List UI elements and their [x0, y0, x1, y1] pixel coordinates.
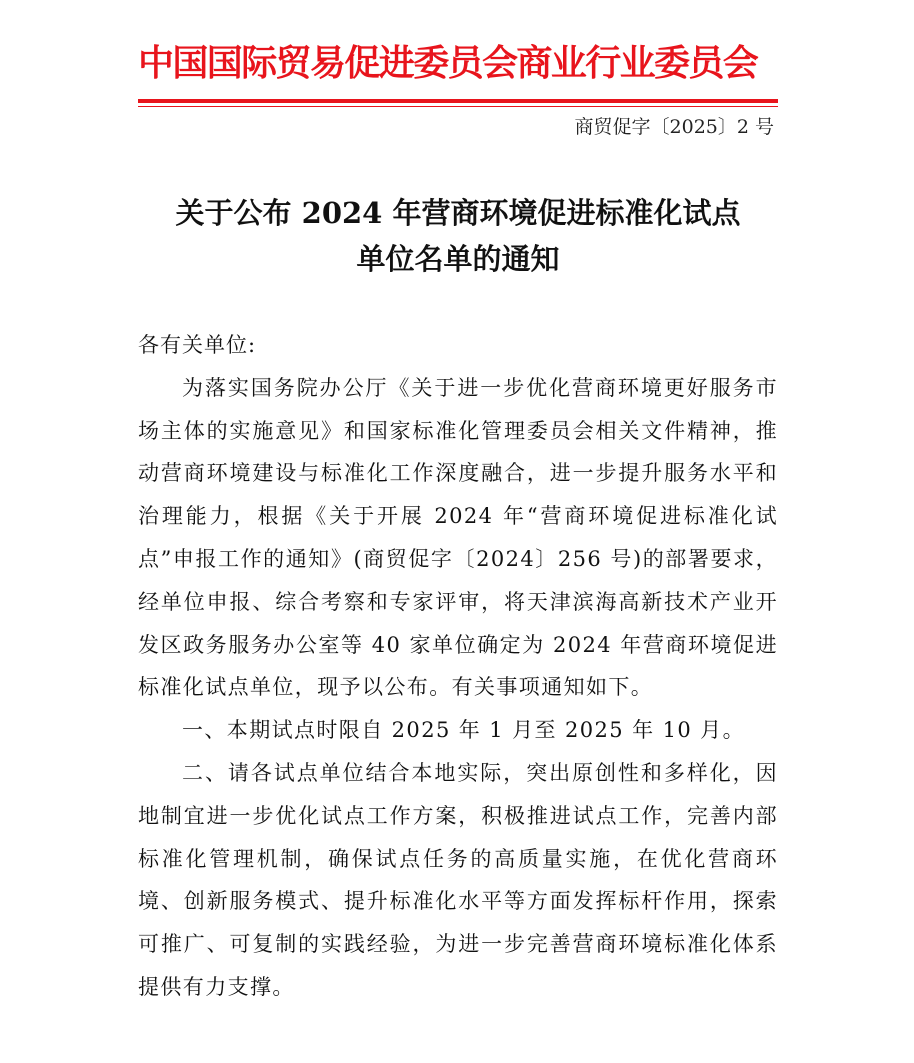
letterhead-organization: 中国国际贸易促进委员会商业行业委员会: [138, 43, 758, 84]
body-paragraph-intro: 为落实国务院办公厅《关于进一步优化营商环境更好服务市场主体的实施意见》和国家标准化管理委员会相关文件精神，推动营商环境建设与标准化工作深度融合，进一步提升服务水平和治理能力，根据《关于开展 2024 年“营商环境促进标准化试点”申报工作的通知》(商贸促字〔2024〕256 号)的部署要求，经单位申报、综合考察和专家评审，将天津滨海高新技术产业开发区政务服务办公室等 40 家单位确定为 2024 年营商环境促进标准化试点单位，现予以公布。有关事项通知如下。: [138, 375, 778, 700]
document-body: [138, 324, 778, 1009]
body-paragraph-item-2: 二、请各试点单位结合本地实际，突出原创性和多样化，因地制宜进一步优化试点工作方案，积极推进试点工作，完善内部标准化管理机制，确保试点任务的高质量实施，在优化营商环境、创新服务模式、提升标准化水平等方面发挥标杆作用，探索可推广、可复制的实践经验，为进一步完善营商环境标准化体系提供有力支撑。: [138, 760, 778, 999]
document-number: 商贸促字〔2025〕2 号: [574, 116, 774, 138]
letterhead-rule-thick: [138, 99, 778, 103]
document-title-line-1: 关于公布 2024 年营商环境促进标准化试点: [175, 196, 741, 230]
letterhead-rule-thin: [138, 106, 778, 107]
salutation: 各有关单位:: [138, 333, 257, 357]
document-title-line-2: 单位名单的通知: [356, 242, 560, 276]
document-title: [138, 190, 778, 282]
body-paragraph-item-1: 一、本期试点时限自 2025 年 1 月至 2025 年 10 月。: [182, 718, 745, 743]
